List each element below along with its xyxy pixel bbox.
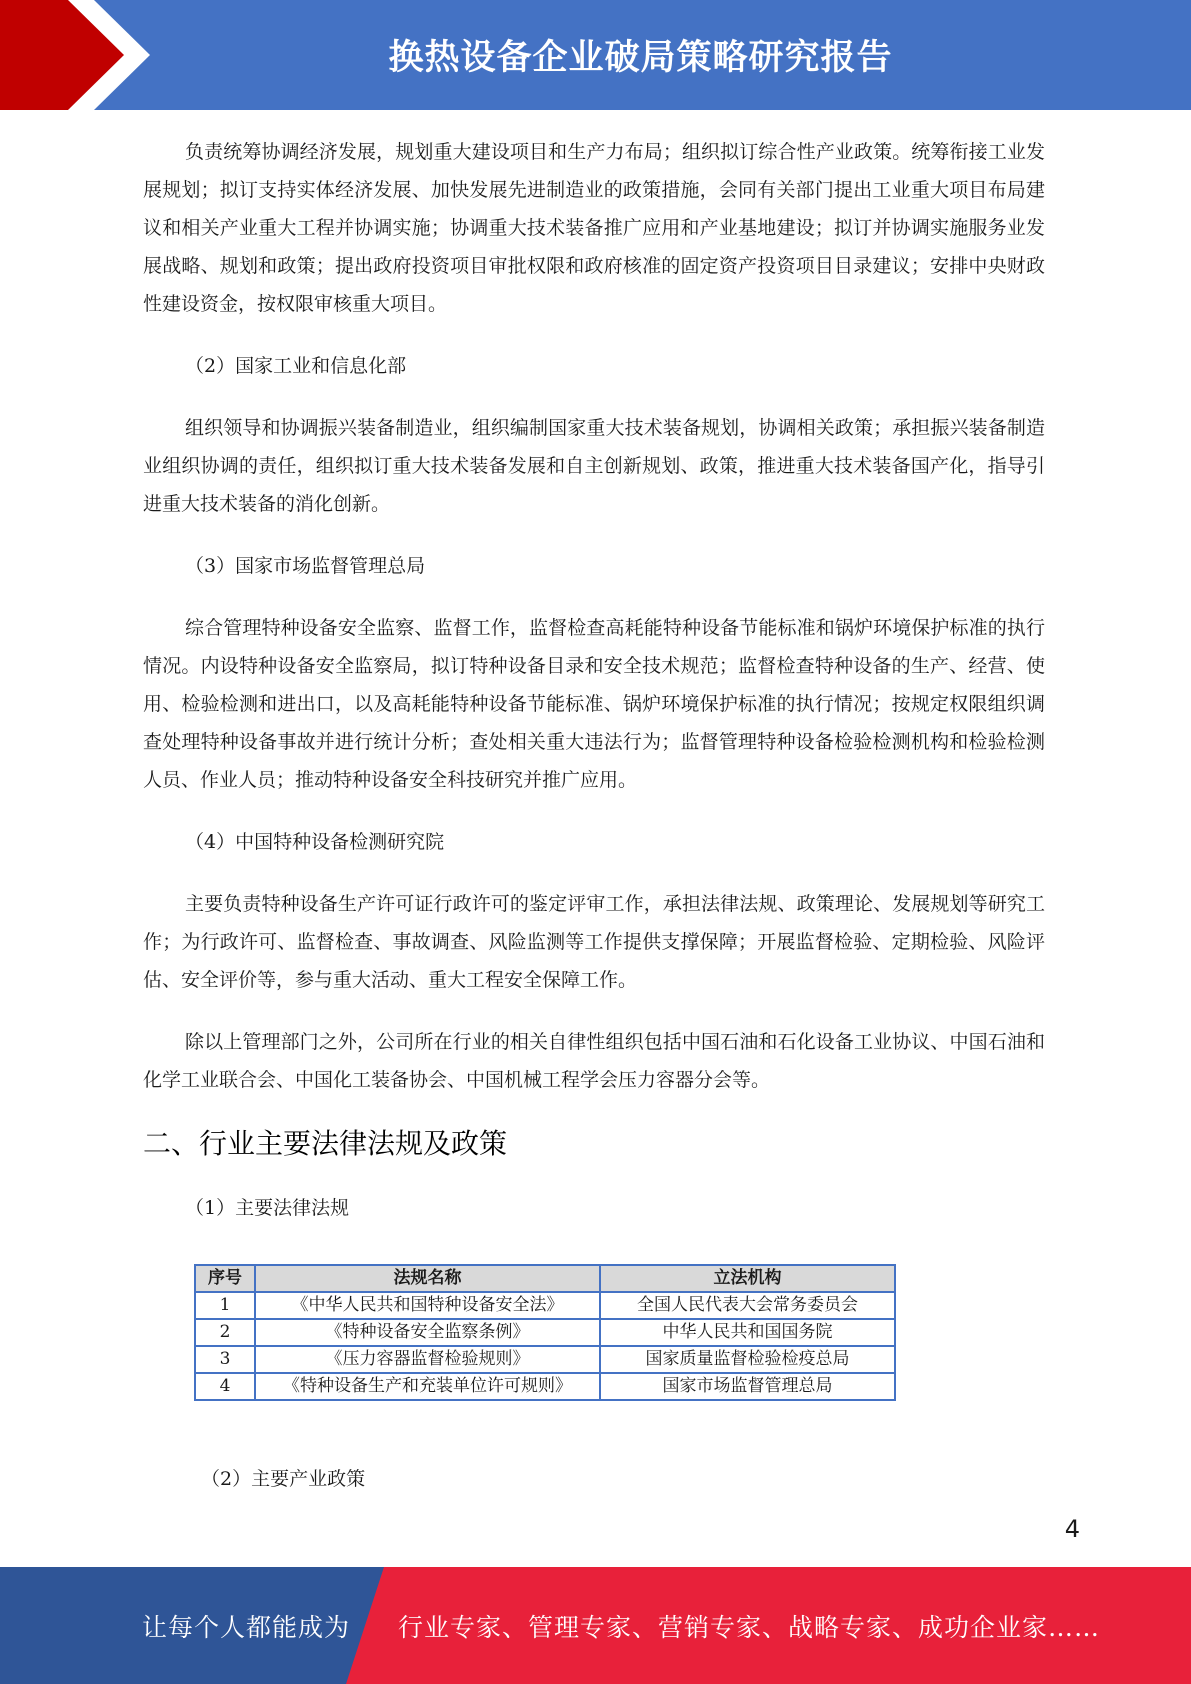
cell-authority: 国家市场监督管理总局 bbox=[600, 1373, 895, 1400]
cell-authority: 全国人民代表大会常务委员会 bbox=[600, 1292, 895, 1319]
footer-slogan-right: 行业专家、管理专家、营销专家、战略专家、成功企业家…… bbox=[398, 1612, 1101, 1642]
laws-table bbox=[194, 1264, 896, 1401]
col-header-name: 法规名称 bbox=[255, 1265, 600, 1292]
subheading-laws: （1）主要法律法规 bbox=[185, 1197, 350, 1219]
subheading-policies: （2）主要产业政策 bbox=[201, 1468, 366, 1490]
table-header-row bbox=[195, 1265, 895, 1292]
section-title-laws: 二、行业主要法律法规及政策 bbox=[143, 1127, 508, 1160]
heading-miit: （2）国家工业和信息化部 bbox=[185, 355, 407, 377]
page-header bbox=[0, 0, 1191, 110]
cell-law-name: 《中华人民共和国特种设备安全法》 bbox=[255, 1292, 600, 1319]
cell-law-name: 《特种设备安全监察条例》 bbox=[255, 1319, 600, 1346]
cell-authority: 中华人民共和国国务院 bbox=[600, 1319, 895, 1346]
paragraph-miit: 组织领导和协调振兴装备制造业，组织编制国家重大技术装备规划，协调相关政策；承担振兴装备制造业组织协调的责任，组织拟订重大技术装备发展和自主创新规划、政策，推进重大技术装备国产化，指导引进重大技术装备的消化创新。 bbox=[143, 417, 1045, 515]
table-row bbox=[195, 1346, 895, 1373]
header-arrow-decoration bbox=[0, 0, 160, 110]
cell-index: 1 bbox=[195, 1292, 255, 1319]
page-number: 4 bbox=[1064, 1515, 1080, 1543]
col-header-index: 序号 bbox=[195, 1265, 255, 1292]
cell-index: 2 bbox=[195, 1319, 255, 1346]
cell-law-name: 《压力容器监督检验规则》 bbox=[255, 1346, 600, 1373]
table-row bbox=[195, 1373, 895, 1400]
paragraph-csei: 主要负责特种设备生产许可证行政许可的鉴定评审工作，承担法律法规、政策理论、发展规划等研究工作；为行政许可、监督检查、事故调查、风险监测等工作提供支撑保障；开展监督检验、定期检验、风险评估、安全评价等，参与重大活动、重大工程安全保障工作。 bbox=[143, 893, 1045, 991]
cell-index: 4 bbox=[195, 1373, 255, 1400]
paragraph-samr: 综合管理特种设备安全监察、监督工作，监督检查高耗能特种设备节能标准和锅炉环境保护标准的执行情况。内设特种设备安全监察局，拟订特种设备目录和安全技术规范；监督检查特种设备的生产、经营、使用、检验检测和进出口，以及高耗能特种设备节能标准、锅炉环境保护标准的执行情况；按规定权限组织调查处理特种设备事故并进行统计分析；查处相关重大违法行为；监督管理特种设备检验检测机构和检验检测人员、作业人员；推动特种设备安全科技研究并推广应用。 bbox=[143, 617, 1045, 791]
footer-slogan-left: 让每个人都能成为 bbox=[142, 1612, 351, 1642]
cell-law-name: 《特种设备生产和充装单位许可规则》 bbox=[255, 1373, 600, 1400]
paragraph-associations: 除以上管理部门之外，公司所在行业的相关自律性组织包括中国石油和石化设备工业协议、中国石油和化学工业联合会、中国化工装备协会、中国机械工程学会压力容器分会等。 bbox=[143, 1031, 1045, 1091]
heading-csei: （4）中国特种设备检测研究院 bbox=[185, 831, 445, 853]
cell-index: 3 bbox=[195, 1346, 255, 1373]
cell-authority: 国家质量监督检验检疫总局 bbox=[600, 1346, 895, 1373]
table-row bbox=[195, 1292, 895, 1319]
paragraph-ndrc: 负责统筹协调经济发展，规划重大建设项目和生产力布局；组织拟订综合性产业政策。统筹衔接工业发展规划；拟订支持实体经济发展、加快发展先进制造业的政策措施，会同有关部门提出工业重大项目布局建议和相关产业重大工程并协调实施；协调重大技术装备推广应用和产业基地建设；拟订并协调实施服务业发展战略、规划和政策；提出政府投资项目审批权限和政府核准的固定资产投资项目目录建议；安排中央财政性建设资金，按权限审核重大项目。 bbox=[143, 141, 1045, 315]
col-header-authority: 立法机构 bbox=[600, 1265, 895, 1292]
main-content bbox=[143, 133, 1045, 1251]
report-title: 换热设备企业破局策略研究报告 bbox=[388, 38, 893, 78]
heading-samr: （3）国家市场监督管理总局 bbox=[185, 555, 426, 577]
table-row bbox=[195, 1319, 895, 1346]
